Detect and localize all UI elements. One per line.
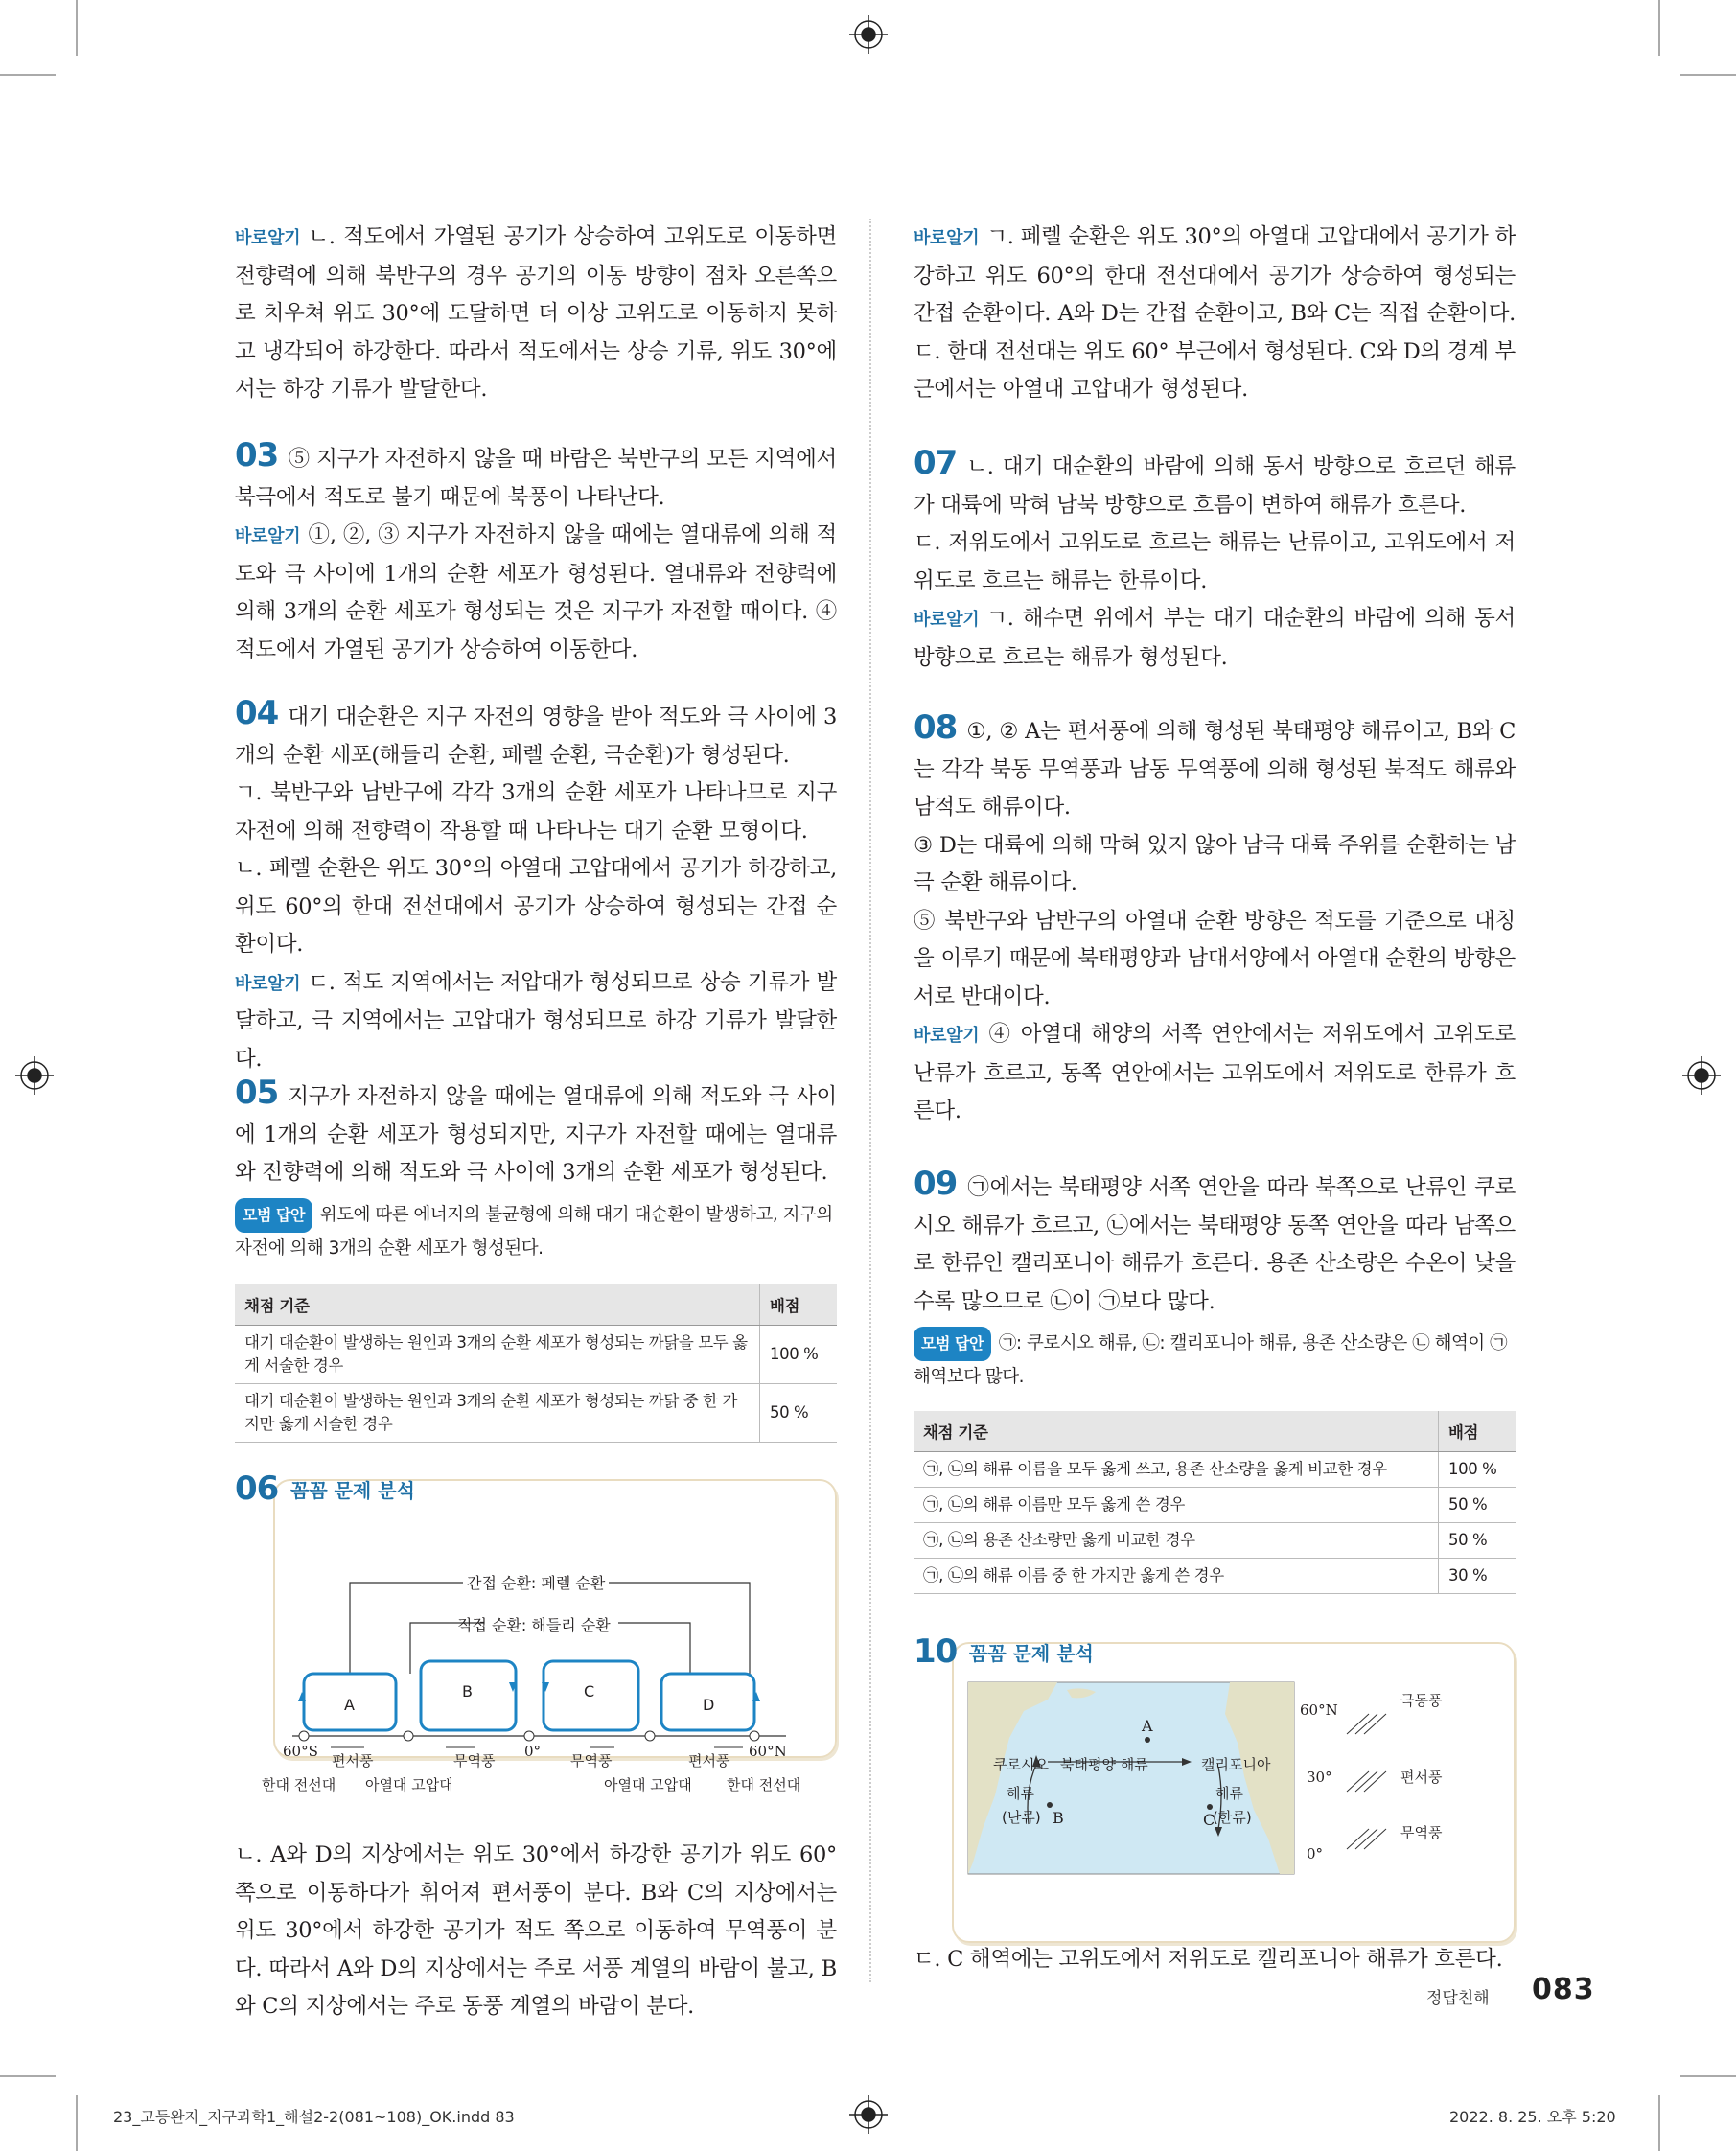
question-number: 10 bbox=[914, 1632, 958, 1671]
question-number: 05 bbox=[235, 1074, 279, 1112]
table-row: 대기 대순환이 발생하는 원인과 3개의 순환 세포가 형성되는 까닭을 모두 옳게 서술한 경우 100 % bbox=[235, 1325, 837, 1383]
analysis-heading: 꼼꼼 문제 분석 bbox=[290, 1479, 415, 1502]
column-divider bbox=[869, 219, 871, 1982]
baro-tag: 바로알기 bbox=[914, 610, 980, 630]
table-row: ㉠, ㉡의 해류 이름 중 한 가지만 옳게 쓴 경우 30 % bbox=[914, 1559, 1516, 1594]
question-03: 03 ⑤ 지구가 자전하지 않을 때 바람은 북반구의 모든 지역에서 북극에서 적도로 불기 때문에 북풍이 나타난다. 바로알기 ①, ②, ③ 지구가 자전하지 않을 때에는 열대류에 의해 적도와 극 사이에 1개의 순환 세포가 형성된다. 열대류와 전향력에 의해 3개의 순환 세포가 형성되는 것은 지구가 자전할 때이다. ④ 적도에서 가열된 공기가 상승하여 이동한다. bbox=[235, 436, 837, 662]
baro-tag: 바로알기 bbox=[914, 1026, 980, 1046]
model-answer-badge: 모범 답안 bbox=[914, 1327, 991, 1361]
footer-date: 2022. 8. 25. 오후 5:20 bbox=[1449, 2108, 1616, 2126]
baro-tag: 바로알기 bbox=[235, 526, 301, 546]
question-number: 09 bbox=[914, 1165, 958, 1203]
table-row: ㉠, ㉡의 용존 산소량만 옳게 비교한 경우 50 % bbox=[914, 1523, 1516, 1559]
right-intro: 바로알기 ㄱ. 페렐 순환은 위도 30°의 아열대 고압대에서 공기가 하강하고 위도 60°의 한대 전선대에서 공기가 상승하여 형성되는 간접 순환이다. A와 D는 간접 순환이고, B와 C는 직접 순환이다. ㄷ. 한대 전선대는 위도 60° 부근에서 형성된다. C와 D의 경계 부근에서는 아열대 고압대가 형성된다. bbox=[914, 224, 1516, 402]
question-number: 08 bbox=[914, 708, 958, 747]
question-number: 04 bbox=[235, 694, 279, 732]
analysis-heading: 꼼꼼 문제 분석 bbox=[969, 1642, 1094, 1665]
ocean-current-map bbox=[914, 1632, 1516, 1949]
question-09: 09 ㉠에서는 북태평양 서쪽 연안을 따라 북쪽으로 난류인 쿠로시오 해류가 흐르고, ㉡에서는 북태평양 동쪽 연안을 따라 남쪽으로 한류인 캘리포니아 해류가 흐른다. 용존 산소량은 수온이 낮을수록 많으므로 ㉡이 ㉠보다 많다. 모범 답안 ㉠: 쿠로시오 해류, ㉡: 캘리포니아 해류, 용존 산소량은 ㉡ 해역이 ㉠ 해역보다 많다. 채점 기준 배점 ㉠, ㉡의 해류 이름을 모두 옳게 쓰고, 용존 산소량을 옳게 비교한 경우 100 % ㉠, ㉡의 해류 이름만 모두 옳게 쓴 경우 50 % ㉠, ㉡의 용존 산소량만 옳게 비교한 경우 50 % ㉠, ㉡의 해류 이름 중 한 가지만 옳게 쓴 경우 30 % bbox=[914, 1166, 1516, 1594]
section-label: 정답친해 bbox=[1426, 1989, 1490, 2008]
question-04: 04 대기 대순환은 지구 자전의 영향을 받아 적도와 극 사이에 3개의 순환 세포(해들리 순환, 페렐 순환, 극순환)가 형성된다. ㄱ. 북반구와 남반구에 각각 3개의 순환 세포가 나타나므로 지구 자전에 의해 전향력이 작용할 때 나타나는 대기 순환 모형이다. ㄴ. 페렐 순환은 위도 30°의 아열대 고압대에서 공기가 하강하고, 위도 60°의 한대 전선대에서 공기가 상승하여 형성되는 간접 순환이다. 바로알기 ㄷ. 적도 지역에서는 저압대가 형성되므로 상승 기류가 발달하고, 극 지역에서는 고압대가 형성되므로 하강 기류가 발달한다. bbox=[235, 694, 837, 1072]
question-number: 06 bbox=[235, 1469, 279, 1508]
footer-file: 23_고등완자_지구과학1_해설2-2(081~108)_OK.indd 83 bbox=[113, 2108, 515, 2126]
left-intro: 바로알기 ㄴ. 적도에서 가열된 공기가 상승하여 고위도로 이동하면 전향력에 의해 북반구의 경우 공기의 이동 방향이 점차 오른쪽으로 치우쳐 위도 30°에 도달하면 더 이상 고위도로 이동하지 못하고 냉각되어 하강한다. 따라서 적도에서는 상승 기류, 위도 30°에서는 하강 기류가 발달한다. bbox=[235, 224, 837, 402]
scoring-table: 채점 기준 배점 ㉠, ㉡의 해류 이름을 모두 옳게 쓰고, 용존 산소량을 옳게 비교한 경우 100 % ㉠, ㉡의 해류 이름만 모두 옳게 쓴 경우 50 % ㉠, ㉡의 용존 산소량만 옳게 비교한 경우 50 % ㉠, ㉡의 해류 이름 중 한 가지만 옳게 쓴 경우 30 % bbox=[914, 1411, 1516, 1594]
question-number: 03 bbox=[235, 436, 279, 474]
table-row: ㉠, ㉡의 해류 이름을 모두 옳게 쓰고, 용존 산소량을 옳게 비교한 경우 100 % bbox=[914, 1452, 1516, 1488]
baro-tag: 바로알기 bbox=[914, 228, 980, 248]
question-number: 07 bbox=[914, 444, 958, 482]
scoring-table: 채점 기준 배점 대기 대순환이 발생하는 원인과 3개의 순환 세포가 형성되는 까닭을 모두 옳게 서술한 경우 100 % 대기 대순환이 발생하는 원인과 3개의 순환 세포가 형성되는 까닭 중 한 가지만 옳게 서술한 경우 50 % bbox=[235, 1284, 837, 1443]
model-answer-badge: 모범 답안 bbox=[235, 1198, 312, 1233]
baro-tag: 바로알기 bbox=[235, 973, 301, 994]
question-05: 05 지구가 자전하지 않을 때에는 열대류에 의해 적도와 극 사이에 1개의 순환 세포가 형성되지만, 지구가 자전할 때에는 열대류와 전향력에 의해 적도와 극 사이에 3개의 순환 세포가 형성된다. 모범 답안 위도에 따른 에너지의 불균형에 의해 대기 대순환이 발생하고, 지구의 자전에 의해 3개의 순환 세포가 형성된다. 채점 기준 배점 대기 대순환이 발생하는 원인과 3개의 순환 세포가 형성되는 까닭을 모두 옳게 서술한 경우 100 % 대기 대순환이 발생하는 원인과 3개의 순환 세포가 형성되는 까닭 중 한 가지만 옳게 서술한 경우 50 % bbox=[235, 1075, 837, 1443]
table-row: ㉠, ㉡의 해류 이름만 모두 옳게 쓴 경우 50 % bbox=[914, 1488, 1516, 1523]
question-08: 08 ①, ② A는 편서풍에 의해 형성된 북태평양 해류이고, B와 C는 각각 북동 무역풍과 남동 무역풍에 의해 형성된 북적도 해류와 남적도 해류이다. ③ D는 대륙에 의해 막혀 있지 않아 남극 대륙 주위를 순환하는 남극 순환 해류이다. ⑤ 북반구와 남반구의 아열대 순환 방향은 적도를 기준으로 대칭을 이루기 때문에 북태평양과 남대서양에서 아열대 순환의 방향은 서로 반대이다. 바로알기 ④ 아열대 해양의 서쪽 연안에서는 저위도에서 고위도로 난류가 흐르고, 동쪽 연안에서는 고위도에서 저위도로 한류가 흐른다. bbox=[914, 708, 1516, 1123]
table-row: 대기 대순환이 발생하는 원인과 3개의 순환 세포가 형성되는 까닭 중 한 가지만 옳게 서술한 경우 50 % bbox=[235, 1383, 837, 1442]
question-07: 07 ㄴ. 대기 대순환의 바람에 의해 동서 방향으로 흐르던 해류가 대륙에 막혀 남북 방향으로 흐름이 변하여 해류가 흐른다. ㄷ. 저위도에서 고위도로 흐르는 해류는 난류이고, 고위도에서 저위도로 흐르는 해류는 한류이다. 바로알기 ㄱ. 해수면 위에서 부는 대기 대순환의 바람에 의해 동서 방향으로 흐르는 해류가 형성된다. bbox=[914, 444, 1516, 670]
page-number: 083 bbox=[1532, 1973, 1595, 2006]
baro-tag: 바로알기 bbox=[235, 228, 301, 248]
